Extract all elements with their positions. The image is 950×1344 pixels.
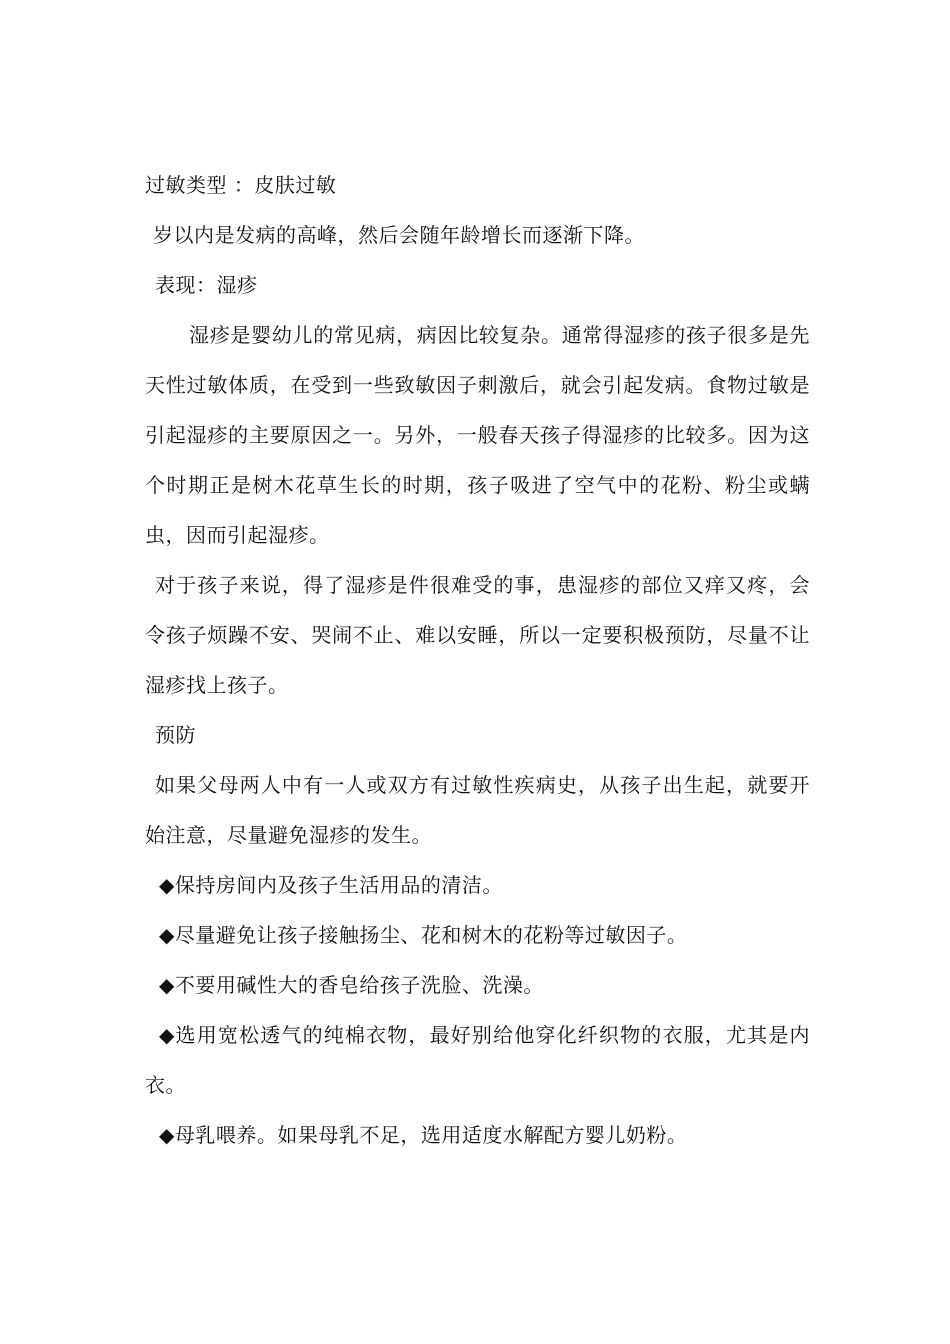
prevention-bullet-clothing: ◆选用宽松透气的纯棉衣物，最好别给他穿化纤织物的衣服，尤其是内衣。: [145, 1023, 810, 1097]
allergy-type-heading: 过敏类型 ：皮肤过敏: [145, 173, 337, 197]
eczema-impact-paragraph: 对于孩子来说，得了湿疹是件很难受的事，患湿疹的部位又痒又疼，会令孩子烦躁不安、哭闹不止、难以安睡，所以一定要积极预防，尽量不让湿疹找上孩子。: [145, 573, 810, 697]
prevention-bullet-cleanliness: ◆保持房间内及孩子生活用品的清洁。: [159, 873, 503, 897]
prevention-paragraph: 如果父母两人中有一人或双方有过敏性疾病史，从孩子出生起，就要开始注意，尽量避免湿疹的发生。: [145, 773, 810, 847]
prevention-label: 预防: [155, 723, 196, 747]
document-page: [145, 160, 810, 1160]
onset-age-line: 岁以内是发病的高峰，然后会随年龄增长而逐渐下降。: [153, 223, 645, 247]
prevention-bullet-soap: ◆不要用碱性大的香皂给孩子洗脸、洗澡。: [159, 973, 544, 997]
manifestation-label: 表现：湿疹: [155, 273, 258, 297]
eczema-cause-paragraph: 湿疹是婴幼儿的常见病，病因比较复杂。通常得湿疹的孩子很多是先天性过敏体质，在受到一些致敏因子刺激后，就会引起发病。食物过敏是引起湿疹的主要原因之一。另外，一般春天孩子得湿疹的比较多。因为这个时期正是树木花草生长的时期，孩子吸进了空气中的花粉、粉尘或螨虫，因而引起湿疹。: [145, 323, 810, 547]
prevention-bullet-breastfeeding: ◆母乳喂养。如果母乳不足，选用适度水解配方婴儿奶粉。: [159, 1123, 688, 1147]
prevention-bullet-avoid-allergens: ◆尽量避免让孩子接触扬尘、花和树木的花粉等过敏因子。: [159, 923, 688, 947]
